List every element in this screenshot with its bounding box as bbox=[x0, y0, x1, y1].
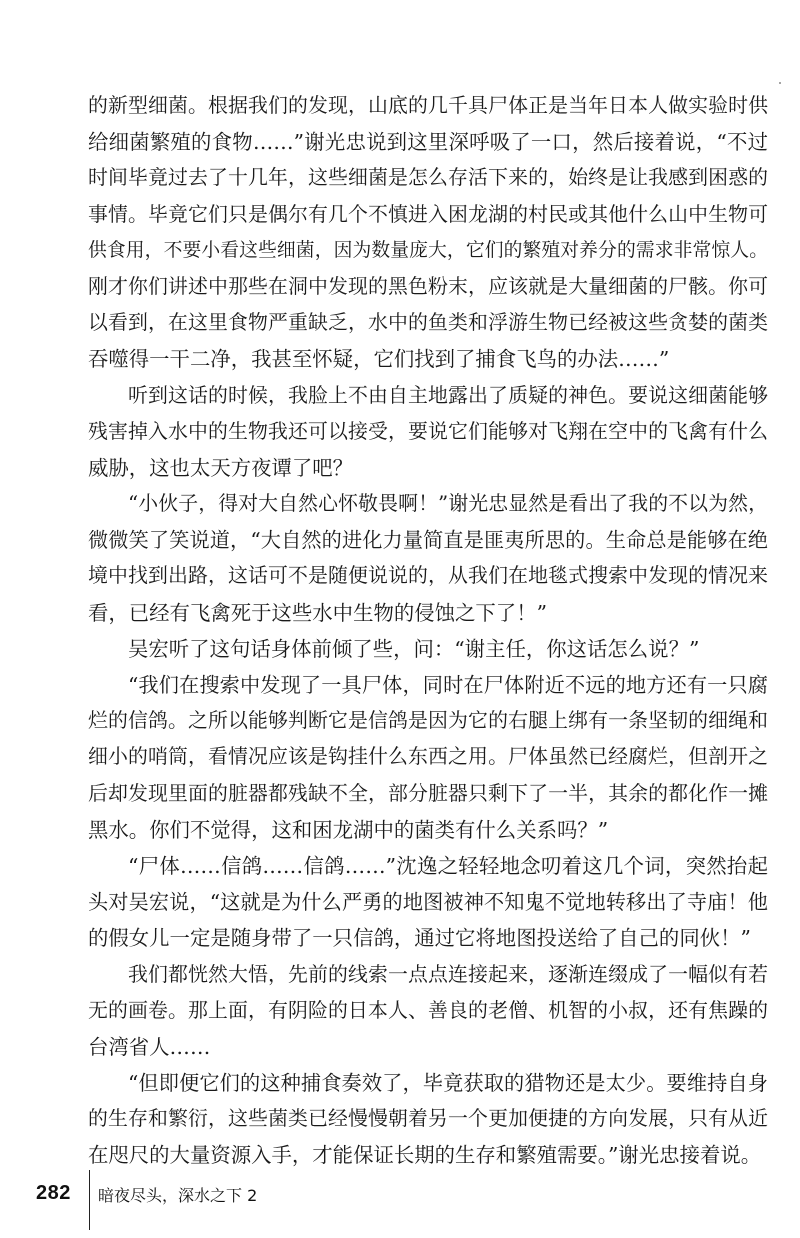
text-line: 境中找到出路，这话可不是随便说说的，从我们在地毯式搜索中发现的情况来 bbox=[88, 564, 768, 588]
footer-divider bbox=[89, 1170, 90, 1230]
text-line: 时间毕竟过去了十几年，这些细菌是怎么存活下来的，始终是让我感到困惑的 bbox=[88, 166, 768, 190]
running-title: 暗夜尽头，深水之下 2 bbox=[98, 1186, 258, 1205]
text-line: 吴宏听了这句话身体前倾了些，问：“谢主任，你这话怎么说？” bbox=[128, 636, 700, 661]
text-line: 供食用，不要小看这些细菌，因为数量庞大，它们的繁殖对养分的需求非常惊人。 bbox=[88, 239, 768, 261]
text-line: 残害掉入水中的生物我还可以接受，要说它们能够对飞翔在空中的飞禽有什么 bbox=[88, 419, 768, 443]
text-line: 头对吴宏说，“这就是为什么严勇的地图被神不知鬼不觉地转移出了寺庙！他 bbox=[88, 890, 768, 915]
text-line: 事情。毕竟它们只是偶尔有几个不慎进入困龙湖的村民或其他什么山中生物可 bbox=[88, 202, 768, 226]
text-line: 后却发现里面的脏器都残缺不全，部分脏器只剩下了一半，其余的都化作一摊 bbox=[88, 781, 768, 805]
text-line: 我们都恍然大悟，先前的线索一点点连接起来，逐渐连缀成了一幅似有若 bbox=[128, 962, 768, 986]
text-line: 在咫尺的大量资源入手，才能保证长期的生存和繁殖需要。”谢光忠接着说。 bbox=[88, 1143, 762, 1168]
text-line: “尸体……信鸽……信鸽……”沈逸之轻轻地念叨着这几个词，突然抬起 bbox=[128, 853, 768, 878]
text-line: 黑水。你们不觉得，这和困龙湖中的菌类有什么关系吗？” bbox=[88, 817, 609, 842]
text-line: “但即便它们的这种捕食奏效了，毕竟获取的猎物还是太少。要维持自身 bbox=[128, 1071, 768, 1096]
text-line: “小伙子，得对大自然心怀敬畏啊！”谢光忠显然是看出了我的不以为然， bbox=[128, 492, 768, 516]
page-body-text bbox=[88, 88, 768, 1174]
text-line: 无的画卷。那上面，有阴险的日本人、善良的老僧、机智的小叔，还有焦躁的 bbox=[88, 998, 768, 1022]
text-line: 的假女儿一定是随身带了一只信鸽，通过它将地图投送给了自己的同伙！” bbox=[88, 926, 751, 951]
page-number: 282 bbox=[36, 1182, 71, 1204]
text-line: 吞噬得一干二净，我甚至怀疑，它们找到了捕食飞鸟的办法……” bbox=[88, 347, 670, 372]
text-line: 刚才你们讲述中那些在洞中发现的黑色粉末，应该就是大量细菌的尸骸。你可 bbox=[88, 274, 768, 298]
text-line: 台湾省人…… bbox=[88, 1034, 211, 1059]
text-line: 细小的哨筒，看情况应该是钩挂什么东西之用。尸体虽然已经腐烂，但剖开之 bbox=[88, 745, 768, 769]
text-line: 听到这话的时候，我脸上不由自主地露出了质疑的神色。要说这细菌能够 bbox=[128, 383, 768, 407]
text-line: 给细菌繁殖的食物……”谢光忠说到这里深呼吸了一口，然后接着说，“不过 bbox=[88, 130, 768, 155]
scan-speck bbox=[779, 82, 781, 84]
text-line: 微微笑了笑说道，“大自然的进化力量简直是匪夷所思的。生命总是能够在绝 bbox=[88, 528, 768, 553]
text-line: “我们在搜索中发现了一具尸体，同时在尸体附近不远的地方还有一只腐 bbox=[128, 673, 768, 697]
text-line: 看，已经有飞禽死于这些水中生物的侵蚀之下了！” bbox=[88, 600, 548, 625]
text-line: 的生存和繁衍，这些菌类已经慢慢朝着另一个更加便捷的方向发展，只有从近 bbox=[88, 1107, 768, 1131]
text-line: 的新型细菌。根据我们的发现，山底的几千具尸体正是当年日本人做实验时供 bbox=[88, 94, 768, 117]
text-line: 烂的信鸽。之所以能够判断它是信鸽是因为它的右腿上绑有一条坚韧的细绳和 bbox=[88, 709, 768, 733]
text-line: 威胁，这也太天方夜谭了吧？ bbox=[88, 455, 354, 480]
text-line: 以看到，在这里食物严重缺乏，水中的鱼类和浮游生物已经被这些贪婪的菌类 bbox=[88, 311, 768, 335]
